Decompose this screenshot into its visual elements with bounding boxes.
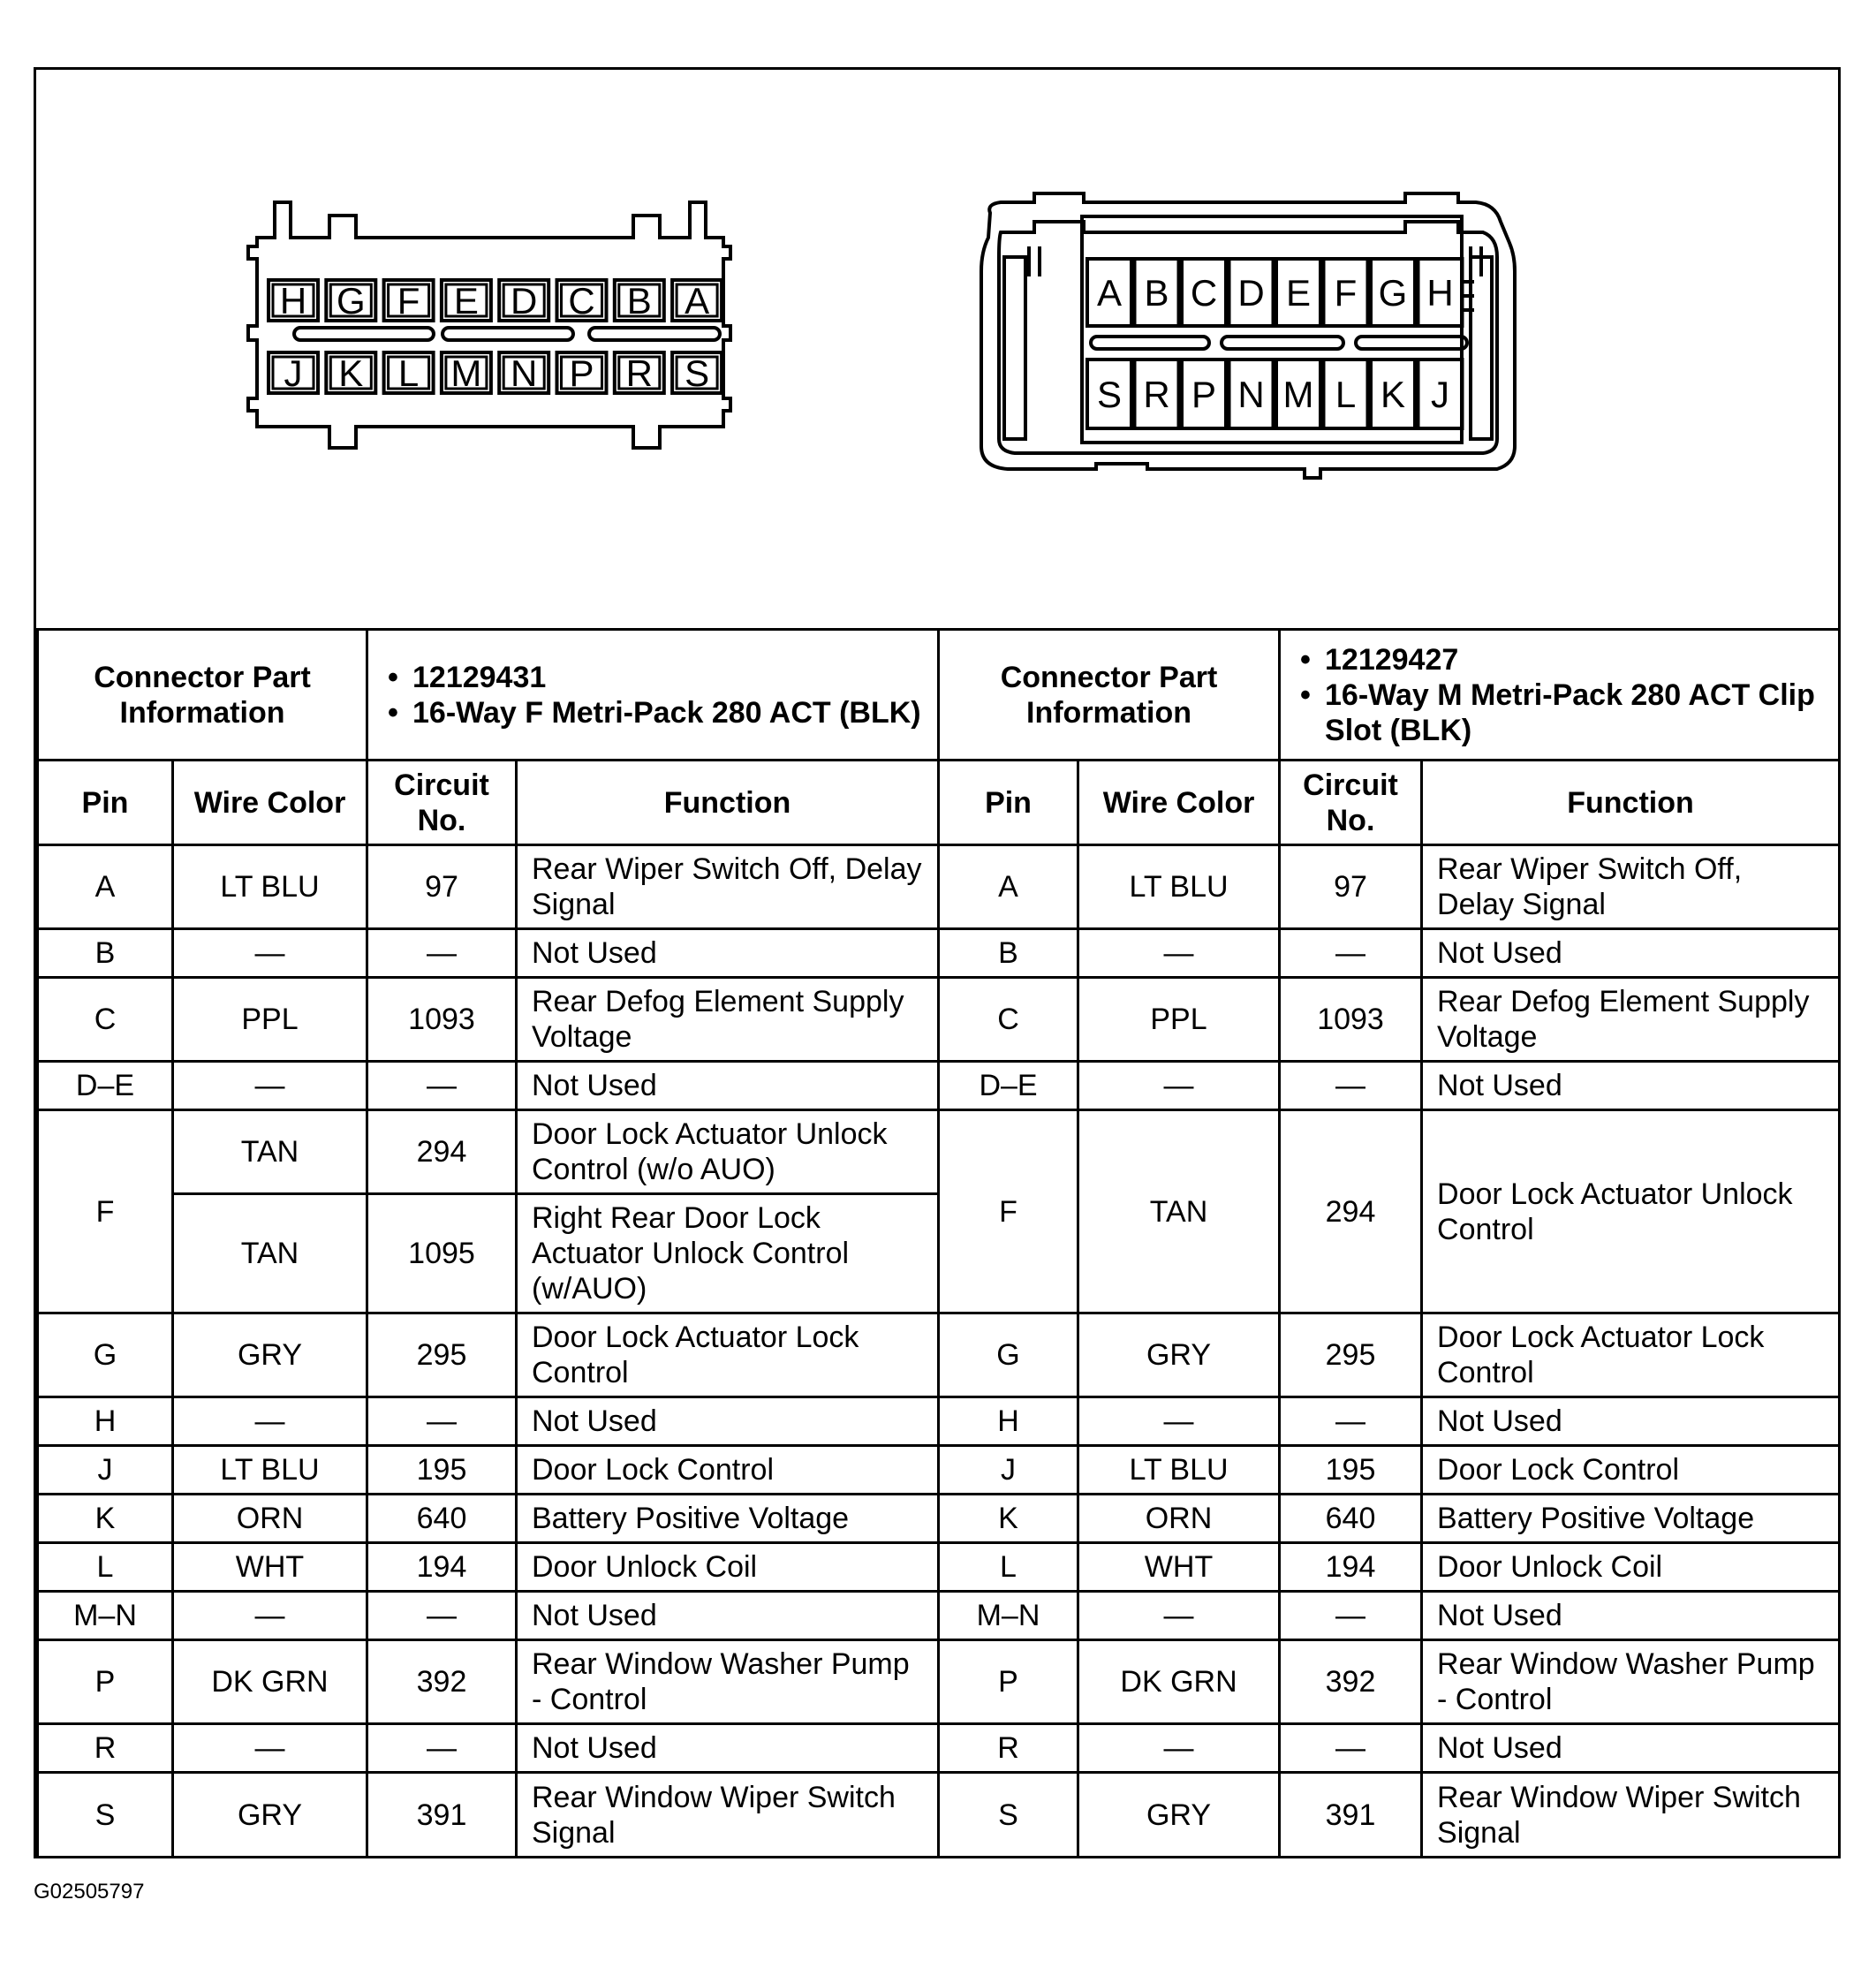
circuit-cell: 294 <box>367 1110 517 1194</box>
right-pin-label-j: J <box>1431 374 1449 415</box>
left-pin-label-k: K <box>338 352 364 394</box>
wire-color-cell: PPL <box>1078 978 1280 1062</box>
function-cell: Door Lock Actuator Lock Control <box>517 1313 939 1397</box>
table-row-pin-m-n <box>38 1592 1840 1640</box>
wire-color-cell: GRY <box>173 1773 367 1858</box>
right-pin-label-n: N <box>1237 374 1265 415</box>
left-pin-label-a: A <box>685 280 710 322</box>
wire-color-cell: DK GRN <box>173 1640 367 1724</box>
pin-cell: P <box>38 1640 173 1724</box>
left-pin-label-b: B <box>626 280 652 322</box>
circuit-cell: — <box>367 929 517 978</box>
pin-cell: G <box>939 1313 1078 1397</box>
table-row-pin-p <box>38 1640 1840 1724</box>
function-cell: Rear Defog Element Supply Voltage <box>517 978 939 1062</box>
pin-cell: K <box>38 1495 173 1543</box>
function-cell: Rear Wiper Switch Off, Delay Signal <box>517 845 939 929</box>
function-cell: Right Rear Door Lock Actuator Unlock Control (w/AUO) <box>517 1194 939 1313</box>
right-pin-label-f: F <box>1334 272 1358 314</box>
circuit-cell: — <box>1280 1397 1422 1446</box>
pin-cell: D–E <box>38 1062 173 1110</box>
function-cell: Not Used <box>517 1724 939 1773</box>
wire-color-cell: — <box>1078 1062 1280 1110</box>
circuit-cell: 1093 <box>1280 978 1422 1062</box>
left-connector-info <box>367 630 939 761</box>
pin-cell: J <box>939 1446 1078 1495</box>
table-row-pin-k <box>38 1495 1840 1543</box>
pin-cell: P <box>939 1640 1078 1724</box>
wire-color-cell: GRY <box>173 1313 367 1397</box>
wire-color-cell: — <box>1078 929 1280 978</box>
header-wire-color-right: Wire Color <box>1078 761 1280 845</box>
column-header-row <box>38 761 1840 845</box>
pin-cell: B <box>38 929 173 978</box>
wire-color-cell: LT BLU <box>173 1446 367 1495</box>
table-row-pin-d-e <box>38 1062 1840 1110</box>
connector-face-views <box>36 70 1838 628</box>
header-function-right: Function <box>1422 761 1840 845</box>
function-cell: Rear Window Wiper Switch Signal <box>1422 1773 1840 1858</box>
circuit-cell: — <box>367 1592 517 1640</box>
circuit-cell: 294 <box>1280 1110 1422 1313</box>
left-pin-label-p: P <box>569 352 594 394</box>
wire-color-cell: GRY <box>1078 1773 1280 1858</box>
header-pin-right: Pin <box>939 761 1078 845</box>
circuit-cell: 640 <box>1280 1495 1422 1543</box>
right-pin-label-m: M <box>1282 374 1314 415</box>
connector-diagram-area <box>36 70 1838 628</box>
function-cell: Rear Window Washer Pump - Control <box>517 1640 939 1724</box>
wire-color-cell: — <box>1078 1592 1280 1640</box>
circuit-cell: 295 <box>1280 1313 1422 1397</box>
wire-color-cell: — <box>173 1592 367 1640</box>
right-pin-label-h: H <box>1426 272 1454 314</box>
pin-cell: G <box>38 1313 173 1397</box>
right-pin-label-a: A <box>1096 272 1123 314</box>
circuit-cell: 194 <box>367 1543 517 1592</box>
pin-cell: M–N <box>38 1592 173 1640</box>
pin-cell: D–E <box>939 1062 1078 1110</box>
function-cell: Door Lock Control <box>1422 1446 1840 1495</box>
table-row-pin-h <box>38 1397 1840 1446</box>
function-cell: Not Used <box>1422 929 1840 978</box>
wire-color-cell: TAN <box>1078 1110 1280 1313</box>
pin-cell: A <box>38 845 173 929</box>
pin-cell: F <box>939 1110 1078 1313</box>
left-pin-label-s: S <box>685 352 710 394</box>
right-pin-label-d: D <box>1237 272 1265 314</box>
table-row-pin-s <box>38 1773 1840 1858</box>
circuit-cell: 392 <box>1280 1640 1422 1724</box>
right-pin-label-e: E <box>1285 272 1312 314</box>
left-pin-label-d: D <box>511 280 538 322</box>
wire-color-cell: — <box>1078 1724 1280 1773</box>
pin-cell: K <box>939 1495 1078 1543</box>
table-row-pin-r <box>38 1724 1840 1773</box>
right-connector-info <box>1280 630 1840 761</box>
right-pin-label-c: C <box>1190 272 1218 314</box>
pin-cell: C <box>38 978 173 1062</box>
header-pin-left: Pin <box>38 761 173 845</box>
connector-info-row <box>38 630 1840 761</box>
wire-color-cell: PPL <box>173 978 367 1062</box>
right-pin-label-p: P <box>1191 374 1217 415</box>
circuit-cell: 195 <box>367 1446 517 1495</box>
left-pin-label-h: H <box>279 280 307 322</box>
pinout-table <box>36 628 1841 1858</box>
function-cell: Door Lock Control <box>517 1446 939 1495</box>
circuit-cell: — <box>367 1062 517 1110</box>
header-circuit-no-right: Circuit No. <box>1280 761 1422 845</box>
wire-color-cell: — <box>173 1397 367 1446</box>
pin-cell: H <box>38 1397 173 1446</box>
wire-color-cell: LT BLU <box>173 845 367 929</box>
left-connector-info-label: Connector Part Information <box>38 630 367 761</box>
table-row-pin-c <box>38 978 1840 1062</box>
figure-frame <box>34 67 1841 1858</box>
right-pin-label-b: B <box>1144 272 1169 314</box>
function-cell: Not Used <box>1422 1062 1840 1110</box>
connector-left-face <box>248 202 730 448</box>
function-cell: Door Lock Actuator Unlock Control (w/o AUO) <box>517 1110 939 1194</box>
pin-cell: R <box>38 1724 173 1773</box>
function-cell: Not Used <box>1422 1397 1840 1446</box>
circuit-cell: 391 <box>1280 1773 1422 1858</box>
circuit-cell: 1095 <box>367 1194 517 1313</box>
circuit-cell: 194 <box>1280 1543 1422 1592</box>
wire-color-cell: DK GRN <box>1078 1640 1280 1724</box>
wire-color-cell: — <box>1078 1397 1280 1446</box>
pin-cell: S <box>38 1773 173 1858</box>
pin-cell: L <box>939 1543 1078 1592</box>
function-cell: Door Unlock Coil <box>1422 1543 1840 1592</box>
header-circuit-no-left: Circuit No. <box>367 761 517 845</box>
function-cell: Not Used <box>517 1062 939 1110</box>
pin-cell: J <box>38 1446 173 1495</box>
function-cell: Door Unlock Coil <box>517 1543 939 1592</box>
wire-color-cell: — <box>173 1724 367 1773</box>
function-cell: Not Used <box>517 929 939 978</box>
right-pin-label-s: S <box>1096 374 1123 415</box>
left-pin-label-e: E <box>453 280 479 322</box>
wire-color-cell: — <box>173 929 367 978</box>
right-connector-type: • 16-Way M Metri-Pack 280 ACT Clip Slot (BLK) <box>1295 677 1824 748</box>
circuit-cell: — <box>367 1397 517 1446</box>
circuit-cell: 97 <box>1280 845 1422 929</box>
circuit-cell: 97 <box>367 845 517 929</box>
pin-cell: F <box>38 1110 173 1313</box>
wire-color-cell: — <box>173 1062 367 1110</box>
right-connector-info-label: Connector Part Information <box>939 630 1280 761</box>
left-part-number: • 12129431 <box>382 660 923 695</box>
left-pin-label-c: C <box>568 280 595 322</box>
function-cell: Battery Positive Voltage <box>517 1495 939 1543</box>
right-pin-label-r: R <box>1143 374 1170 415</box>
function-cell: Door Lock Actuator Lock Control <box>1422 1313 1840 1397</box>
right-pin-label-g: G <box>1378 272 1408 314</box>
pin-cell: B <box>939 929 1078 978</box>
circuit-cell: — <box>1280 929 1422 978</box>
circuit-cell: — <box>1280 1062 1422 1110</box>
left-pin-label-f: F <box>397 280 420 322</box>
table-row-pin-g <box>38 1313 1840 1397</box>
function-cell: Not Used <box>517 1592 939 1640</box>
right-pin-label-k: K <box>1380 374 1406 415</box>
wire-color-cell: LT BLU <box>1078 845 1280 929</box>
circuit-cell: 392 <box>367 1640 517 1724</box>
circuit-cell: 1093 <box>367 978 517 1062</box>
function-cell: Rear Window Washer Pump - Control <box>1422 1640 1840 1724</box>
pin-cell: R <box>939 1724 1078 1773</box>
function-cell: Rear Wiper Switch Off, Delay Signal <box>1422 845 1840 929</box>
right-pin-label-l: L <box>1335 374 1357 415</box>
pin-cell: S <box>939 1773 1078 1858</box>
pin-cell: H <box>939 1397 1078 1446</box>
circuit-cell: 295 <box>367 1313 517 1397</box>
function-cell: Rear Window Wiper Switch Signal <box>517 1773 939 1858</box>
left-pin-label-g: G <box>336 280 366 322</box>
circuit-cell: — <box>1280 1592 1422 1640</box>
table-row-pin-f-1 <box>38 1110 1840 1194</box>
wire-color-cell: WHT <box>173 1543 367 1592</box>
pin-cell: L <box>38 1543 173 1592</box>
left-pin-label-n: N <box>511 352 538 394</box>
left-pin-label-r: R <box>625 352 653 394</box>
figure-id: G02505797 <box>34 1880 145 1904</box>
header-wire-color-left: Wire Color <box>173 761 367 845</box>
wire-color-cell: ORN <box>173 1495 367 1543</box>
function-cell: Door Lock Actuator Unlock Control <box>1422 1110 1840 1313</box>
right-part-number: • 12129427 <box>1295 642 1824 677</box>
wire-color-cell: TAN <box>173 1110 367 1194</box>
left-pin-label-j: J <box>284 352 303 394</box>
table-row-pin-a <box>38 845 1840 929</box>
function-cell: Not Used <box>1422 1592 1840 1640</box>
connector-left-housing <box>248 202 730 448</box>
connector-right-face <box>981 193 1515 478</box>
table-row-pin-j <box>38 1446 1840 1495</box>
wire-color-cell: ORN <box>1078 1495 1280 1543</box>
circuit-cell: 391 <box>367 1773 517 1858</box>
function-cell: Not Used <box>1422 1724 1840 1773</box>
left-pin-label-l: L <box>397 352 420 394</box>
left-pin-label-m: M <box>450 352 482 394</box>
pin-cell: A <box>939 845 1078 929</box>
circuit-cell: — <box>1280 1724 1422 1773</box>
pin-cell: C <box>939 978 1078 1062</box>
wire-color-cell: WHT <box>1078 1543 1280 1592</box>
wire-color-cell: TAN <box>173 1194 367 1313</box>
table-row-pin-l <box>38 1543 1840 1592</box>
function-cell: Not Used <box>517 1397 939 1446</box>
table-row-pin-b <box>38 929 1840 978</box>
wire-color-cell: GRY <box>1078 1313 1280 1397</box>
left-connector-type: • 16-Way F Metri-Pack 280 ACT (BLK) <box>382 695 923 730</box>
circuit-cell: 640 <box>367 1495 517 1543</box>
wire-color-cell: LT BLU <box>1078 1446 1280 1495</box>
circuit-cell: — <box>367 1724 517 1773</box>
function-cell: Rear Defog Element Supply Voltage <box>1422 978 1840 1062</box>
circuit-cell: 195 <box>1280 1446 1422 1495</box>
function-cell: Battery Positive Voltage <box>1422 1495 1840 1543</box>
header-function-left: Function <box>517 761 939 845</box>
pin-cell: M–N <box>939 1592 1078 1640</box>
